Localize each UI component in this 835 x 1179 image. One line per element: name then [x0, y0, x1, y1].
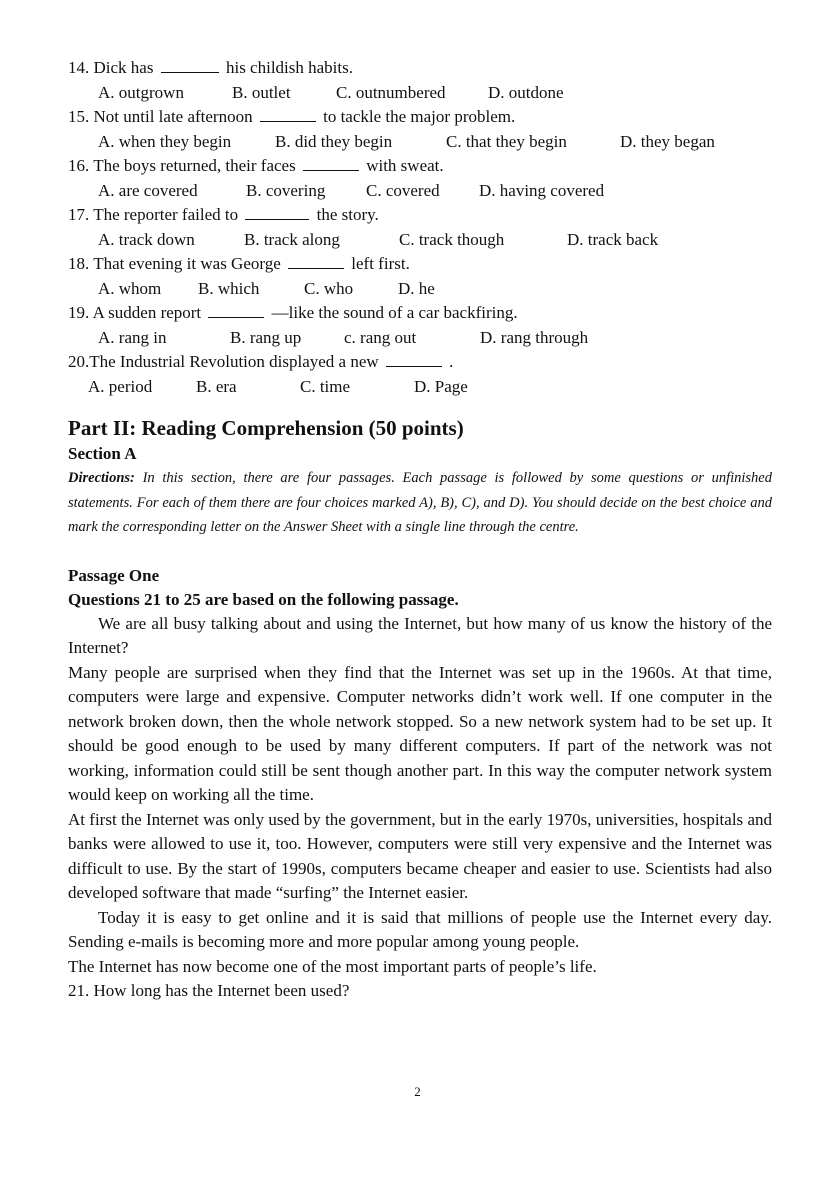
document-page — [68, 56, 772, 1004]
option-c: c. rang out — [344, 327, 417, 347]
question-number: 16. — [68, 156, 90, 175]
option-c: C. time — [300, 376, 351, 396]
question-stem: The boys returned, their faces — [93, 156, 296, 175]
question-stem-end: to tackle the major problem. — [323, 107, 516, 126]
question-14 — [68, 56, 772, 81]
answer-blank — [245, 218, 309, 220]
option-b: B. era — [196, 376, 237, 396]
question-stem-end: the story. — [316, 205, 379, 224]
part-title: Part II: Reading Comprehension (50 points) — [68, 416, 464, 440]
question-number: 20. — [68, 352, 90, 371]
question-number: 18. — [68, 254, 90, 273]
question-16 — [68, 154, 772, 179]
question-stem-end: . — [449, 352, 454, 371]
option-b: B. outlet — [232, 82, 291, 102]
option-d: D. having covered — [479, 180, 605, 200]
answer-blank — [303, 169, 359, 171]
question-number: 17. — [68, 205, 90, 224]
question-19 — [68, 301, 772, 326]
option-c: C. who — [304, 278, 354, 298]
question-21: 21. How long has the Internet been used? — [68, 981, 350, 1000]
option-a: A. are covered — [98, 180, 198, 200]
option-row — [68, 277, 772, 302]
passage-title: Passage One — [68, 565, 160, 585]
question-stem: Not until late afternoon — [93, 107, 253, 126]
section-heading: Section A — [68, 444, 137, 463]
question-stem: The reporter failed to — [93, 205, 239, 224]
option-b: B. which — [198, 278, 260, 298]
passage-paragraph: Many people are surprised when they find that the Internet was set up in the 1960s. At that time, computers were large and expensive. Computer networks didn’t work well. If one computer in the network broken down, then the whole network stopped. So a new network system had to be set up. It should be good enough to be used by many different computers. If part of the network was not working, information could still be sent though another part. In this way the computer network system would keep on working all the time. — [68, 662, 772, 804]
option-a: A. whom — [98, 278, 162, 298]
option-c: C. covered — [366, 180, 440, 200]
option-a: A. period — [88, 376, 153, 396]
option-d: D. Page — [414, 376, 468, 396]
option-b: B. track along — [244, 229, 340, 249]
answer-blank — [208, 316, 264, 318]
passage-paragraph: At first the Internet was only used by the government, but in the early 1970s, universities, hospitals and banks were allowed to use it, too. However, computers were still very expensive and the Internet was difficult to use. By the start of 1990s, computers became cheaper and easier to use. Scientists had also developed software that made “surfing” the Internet easier. — [68, 809, 772, 902]
question-stem: Dick has — [93, 58, 154, 77]
directions — [68, 466, 772, 540]
question-number: 15. — [68, 107, 90, 126]
question-17 — [68, 203, 772, 228]
answer-blank — [386, 365, 442, 367]
option-row — [68, 375, 772, 400]
option-c: C. track though — [399, 229, 505, 249]
page-number: 2 — [414, 1084, 421, 1099]
option-row — [68, 130, 772, 155]
question-number: 14. — [68, 58, 90, 77]
option-b: B. rang up — [230, 327, 302, 347]
option-b: B. covering — [246, 180, 326, 200]
option-a: A. when they begin — [98, 131, 232, 151]
option-a: A. rang in — [98, 327, 167, 347]
question-15 — [68, 105, 772, 130]
option-d: D. rang through — [480, 327, 589, 347]
option-d: D. track back — [567, 229, 659, 249]
passage-paragraph: We are all busy talking about and using the Internet, but how many of us know the history of the Internet? — [68, 613, 772, 657]
question-number: 19. — [68, 303, 90, 322]
passage-subtitle: Questions 21 to 25 are based on the following passage. — [68, 589, 459, 609]
question-20 — [68, 350, 772, 375]
question-stem: The Industrial Revolution displayed a new — [89, 352, 379, 371]
answer-blank — [260, 120, 316, 122]
option-c: C. that they begin — [446, 131, 567, 151]
option-row — [68, 81, 772, 106]
directions-text: In this section, there are four passages. Each passage is followed by some questions or unfinished statements. For each of them there are four choices marked A), B), C), and D). You should decide on the best choice and mark the corresponding letter on the Answer Sheet with a single line through the centre. — [68, 470, 772, 535]
option-d: D. they began — [620, 131, 715, 151]
option-row — [68, 228, 772, 253]
question-stem-end: —like the sound of a car backfiring. — [271, 303, 518, 322]
option-row — [68, 179, 772, 204]
question-stem-end: his childish habits. — [225, 58, 353, 77]
answer-blank — [161, 71, 219, 73]
passage-paragraph: The Internet has now become one of the most important parts of people’s life. — [68, 956, 597, 976]
question-18 — [68, 252, 772, 277]
option-c: C. outnumbered — [336, 82, 446, 102]
question-stem-end: with sweat. — [366, 156, 444, 175]
option-row — [68, 326, 772, 351]
option-a: A. track down — [98, 229, 195, 249]
option-d: D. outdone — [488, 82, 564, 102]
question-stem-end: left first. — [351, 254, 410, 273]
answer-blank — [288, 267, 344, 269]
question-list — [68, 56, 772, 399]
option-a: A. outgrown — [98, 82, 184, 102]
passage-paragraph: Today it is easy to get online and it is said that millions of people use the Internet every day. Sending e-mails is becoming more and more popular among young people. — [68, 907, 772, 951]
option-d: D. he — [398, 278, 435, 298]
directions-label: Directions: — [68, 470, 135, 486]
question-stem: That evening it was George — [93, 254, 281, 273]
question-stem: A sudden report — [92, 303, 202, 322]
option-b: B. did they begin — [275, 131, 393, 151]
